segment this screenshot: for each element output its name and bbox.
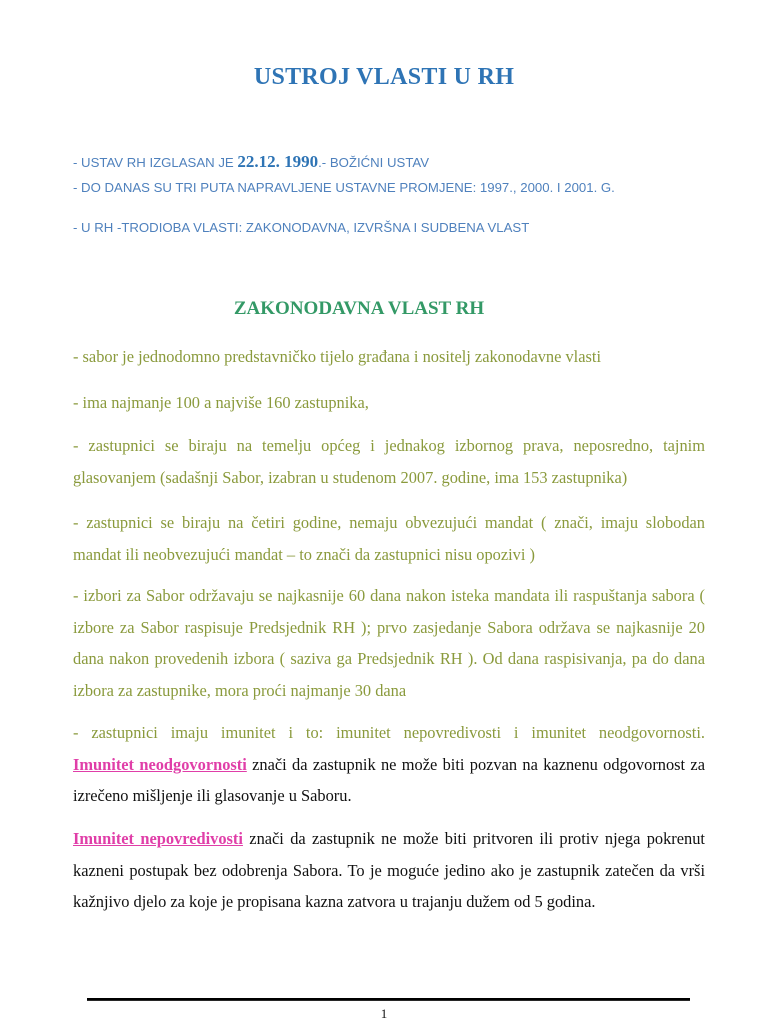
paragraph-immunity-neodgovornost [73, 717, 705, 812]
intro-line-prefix: - USTAV RH IZGLASAN JE [73, 155, 238, 170]
paragraph-mandate-term: - zastupnici se biraju na četiri godine, nemaju obvezujući mandat ( znači, imaju slobodan mandat ili neobvezujući mandat – to znači da zastupnici nisu opozivi ) [73, 513, 705, 564]
paragraph-election-method: - zastupnici se biraju na temelju općeg i jednakog izbornog prava, neposredno, tajnim glasovanjem (sadašnji Sabor, izabran u studenom 2007. godine, ima 153 zastupnika) [73, 436, 705, 487]
paragraph-immunity-nepovredivost [73, 823, 705, 918]
footer-rule [87, 998, 690, 1001]
section-heading: ZAKONODAVNA VLAST RH [233, 298, 485, 319]
intro-line-constitution-date [73, 152, 429, 172]
intro-line-amendments: - DO DANAS SU TRI PUTA NAPRAVLJENE USTAVNE PROMJENE: 1997., 2000. I 2001. G. [73, 180, 615, 195]
intro-line-separation-of-powers: - U RH -TRODIOBA VLASTI: ZAKONODAVNA, IZVRŠNA I SUDBENA VLAST [73, 220, 530, 235]
paragraph-elections: - izbori za Sabor održavaju se najkasnije 60 dana nakon isteka mandata ili raspuštanja sabora ( izbore za Sabor raspisuje Predsjednik RH ); prvo zasjedanje Sabora održava se najkasnije 20 dana nakon provedenih izbora ( saziva ga Predsjednik RH ). Od dana raspisivanja, pa do dana izbora za zastupnike, mora proći najmanje 30 dana [73, 586, 705, 700]
paragraph-number-of-representatives: - ima najmanje 100 a najviše 160 zastupnika, [73, 393, 369, 412]
term-imunitet-nepovredivosti: Imunitet nepovredivosti [73, 829, 243, 848]
intro-line-suffix: .- BOŽIĆNI USTAV [318, 155, 430, 170]
constitution-date: 22.12. 1990 [237, 152, 319, 171]
immunity-neodgovornost-text: znači da zastupnik ne može biti pozvan na kaznenu odgovornost za izrečeno mišljenje ili glasovanje u Saboru. [73, 754, 705, 805]
document-title: USTROJ VLASTI U RH [253, 64, 515, 90]
page-number: 1 [380, 1006, 388, 1021]
immunity-intro-line: - zastupnici imaju imunitet i to: imunitet nepovredivosti i imunitet neodgovornosti. [73, 723, 705, 742]
immunity-nepovredivost-text: znači da zastupnik ne može biti pritvoren ili protiv njega pokrenut kazneni postupak bez odobrenja Sabora. To je moguće jedino ako je zastupnik zatečen da vrši kažnjivo djelo za koje je propisana kazna zatvora u trajanju dužem od 5 godina. [73, 829, 705, 911]
paragraph-sabor-definition: - sabor je jednodomno predstavničko tijelo građana i nositelj zakonodavne vlasti [73, 347, 601, 366]
term-imunitet-neodgovornosti: Imunitet neodgovornosti [73, 754, 247, 774]
